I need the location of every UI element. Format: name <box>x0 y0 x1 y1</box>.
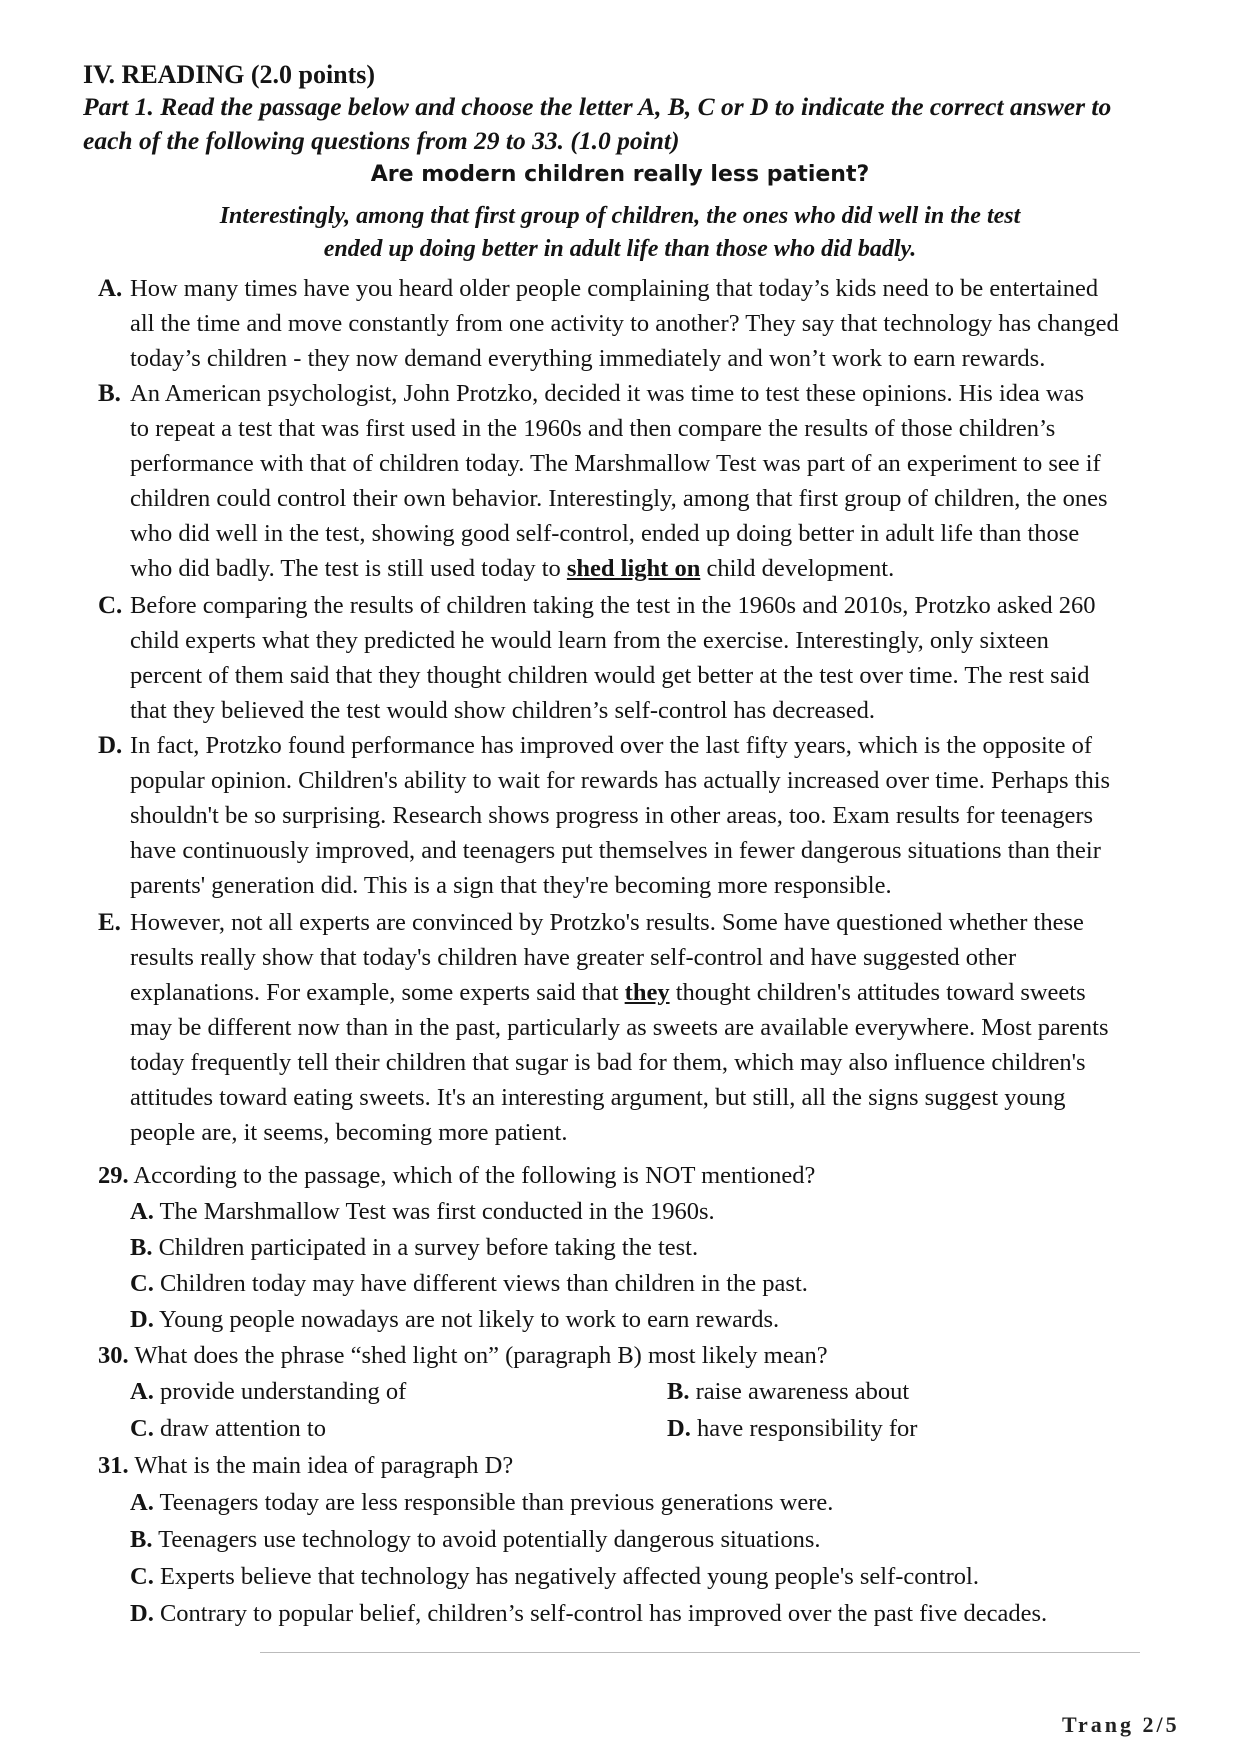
question-31-option-d[interactable]: D. Contrary to popular belief, children’s self-control has improved over the past five decades. <box>130 1600 1048 1627</box>
pull-quote-line-1: Interestingly, among that first group of children, the ones who did well in the test <box>219 203 1021 229</box>
paragraph-d-line-5: parents' generation did. This is a sign that they're becoming more responsible. <box>130 872 892 899</box>
paragraph-b-letter: B. <box>98 380 121 407</box>
paragraph-e-line-3-after: thought children's attitudes toward sweets <box>669 979 1086 1006</box>
question-29 <box>98 1161 815 1191</box>
paragraph-e-line-6: attitudes toward eating sweets. It's an interesting argument, but still, all the signs suggest young <box>130 1084 1066 1111</box>
shed-light-on-phrase: shed light on <box>566 555 701 582</box>
paragraph-b-line-6 <box>130 554 894 584</box>
paragraph-b-line-6-after: child development. <box>700 555 895 582</box>
paragraph-c-letter: C. <box>98 592 123 619</box>
bottom-rule <box>260 1652 1140 1653</box>
paragraph-e-line-2: results really show that today's children have greater self-control and have suggested other <box>130 944 1017 971</box>
paragraph-e-letter: E. <box>98 909 121 936</box>
paragraph-d-line-4: have continuously improved, and teenagers put themselves in fewer dangerous situations than their <box>130 837 1101 864</box>
paragraph-a-letter: A. <box>98 275 123 302</box>
part1-instruction-line-2: each of the following questions from 29 to 33. (1.0 point) <box>83 126 680 155</box>
question-30-number: 30. <box>98 1342 129 1369</box>
part1-instruction-line-1: Part 1. Read the passage below and choose the letter A, B, C or D to indicate the correct answer to <box>83 92 1112 121</box>
paragraph-b-line-3: performance with that of children today. The Marshmallow Test was part of an experiment to see if <box>130 450 1101 477</box>
question-30-text: What does the phrase “shed light on” (paragraph B) most likely mean? <box>134 1342 828 1369</box>
paragraph-c-line-1: Before comparing the results of children taking the test in the 1960s and 2010s, Protzko asked 260 <box>130 592 1096 619</box>
paragraph-e-line-5: today frequently tell their children that sugar is bad for them, which may also influence children's <box>130 1049 1086 1076</box>
question-29-number: 29. <box>98 1162 129 1189</box>
question-31-option-a[interactable]: A. Teenagers today are less responsible than previous generations were. <box>130 1489 834 1516</box>
question-29-option-d[interactable]: D. Young people nowadays are not likely to work to earn rewards. <box>130 1306 780 1333</box>
paragraph-b-line-2: to repeat a test that was first used in the 1960s and then compare the results of those children’s <box>130 415 1056 442</box>
they-word: they <box>624 979 670 1006</box>
question-30-option-c[interactable]: C. draw attention to <box>130 1415 326 1442</box>
paragraph-d-line-1: In fact, Protzko found performance has improved over the last fifty years, which is the opposite of <box>130 732 1093 759</box>
paragraph-c-line-4: that they believed the test would show children’s self-control has decreased. <box>130 697 875 724</box>
section-title: IV. READING (2.0 points) <box>83 60 376 89</box>
question-29-option-c[interactable]: C. Children today may have different views than children in the past. <box>130 1270 808 1297</box>
paragraph-d-line-3: shouldn't be so surprising. Research shows progress in other areas, too. Exam results for teenagers <box>130 802 1094 829</box>
paragraph-b-line-6-before: who did badly. The test is still used today to <box>130 555 567 582</box>
paragraph-c-line-2: child experts what they predicted he would learn from the exercise. Interestingly, only sixteen <box>130 627 1049 654</box>
question-29-option-a[interactable]: A. The Marshmallow Test was first conducted in the 1960s. <box>130 1198 715 1225</box>
paragraph-a-line-3: today’s children - they now demand everything immediately and won’t work to earn rewards. <box>130 345 1046 372</box>
paragraph-e-line-4: may be different now than in the past, particularly as sweets are available everywhere. Most parents <box>130 1014 1109 1041</box>
question-31-option-c[interactable]: C. Experts believe that technology has negatively affected young people's self-control. <box>130 1563 979 1590</box>
question-31-number: 31. <box>98 1452 129 1479</box>
paragraph-d-line-2: popular opinion. Children's ability to wait for rewards has actually increased over time. Perhaps this <box>130 767 1111 794</box>
pull-quote-line-2: ended up doing better in adult life than those who did badly. <box>323 236 917 262</box>
question-31 <box>98 1451 513 1481</box>
question-31-text: What is the main idea of paragraph D? <box>134 1452 514 1479</box>
paragraph-e-line-1: However, not all experts are convinced by Protzko's results. Some have questioned whether these <box>130 909 1084 936</box>
question-29-option-b[interactable]: B. Children participated in a survey before taking the test. <box>130 1234 699 1261</box>
question-29-text: According to the passage, which of the following is NOT mentioned? <box>133 1162 816 1189</box>
question-30-option-b[interactable]: B. raise awareness about <box>667 1378 910 1405</box>
paragraph-c-line-3: percent of them said that they thought children would get better at the test over time. The rest said <box>130 662 1090 689</box>
page-footer: Trang 2/5 <box>1062 1712 1180 1737</box>
paragraph-a-line-1: How many times have you heard older people complaining that today’s kids need to be entertained <box>130 275 1099 302</box>
paragraph-b-line-5: who did well in the test, showing good self-control, ended up doing better in adult life than those <box>130 520 1080 547</box>
passage-title: Are modern children really less patient? <box>370 162 870 187</box>
paragraph-e-line-3-before: explanations. For example, some experts said that <box>130 979 625 1006</box>
paragraph-b-line-4: children could control their own behavior. Interestingly, among that first group of children, the ones <box>130 485 1108 512</box>
paragraph-d-letter: D. <box>98 732 123 759</box>
paragraph-a-line-2: all the time and move constantly from one activity to another? They say that technology has changed <box>130 310 1119 337</box>
question-30 <box>98 1341 828 1371</box>
question-30-option-a[interactable]: A. provide understanding of <box>130 1378 407 1405</box>
question-31-option-b[interactable]: B. Teenagers use technology to avoid potentially dangerous situations. <box>130 1526 821 1553</box>
paragraph-e-line-7: people are, it seems, becoming more patient. <box>130 1119 568 1146</box>
paragraph-b-line-1: An American psychologist, John Protzko, decided it was time to test these opinions. His idea was <box>130 380 1084 407</box>
paragraph-e-line-3 <box>130 978 1086 1008</box>
question-30-option-d[interactable]: D. have responsibility for <box>667 1415 918 1442</box>
